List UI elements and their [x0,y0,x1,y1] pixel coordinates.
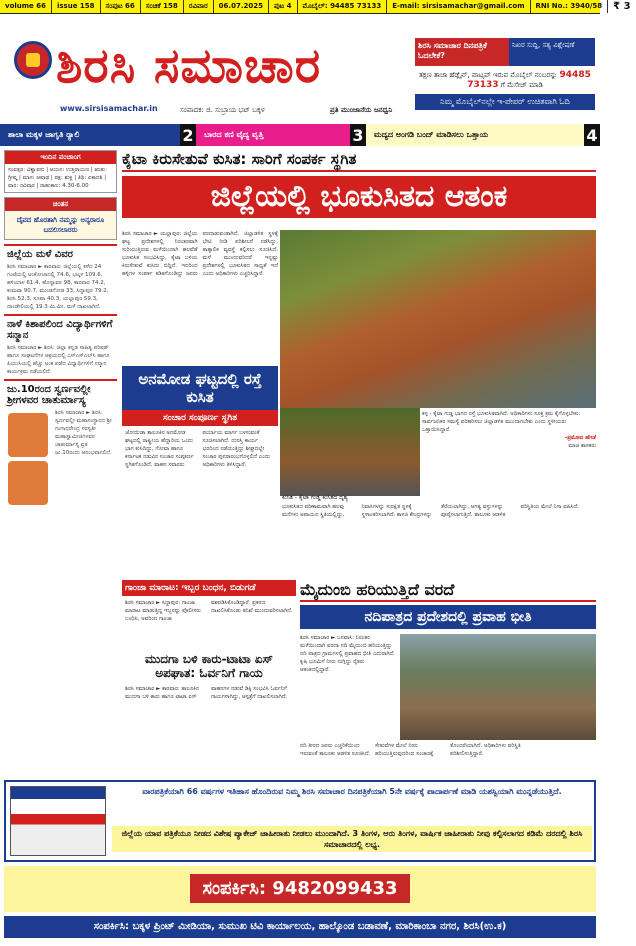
landslide-photo [280,230,596,408]
left-sidebar [4,150,117,846]
topic-page-number: 2 [180,124,196,146]
topic-label: ಬಾರದ ಕಣಿ ವೈದ್ಯ ವೃತ್ತಿ [204,130,264,139]
topic-page-3[interactable] [196,124,366,146]
topic-page-2[interactable] [0,124,196,146]
phone-label: ಮೊಬೈಲ್: 94485 73133 [298,0,388,13]
lead-headline-block [122,150,596,224]
promo-mid-text: ತಕ್ಷಣ ತಾಜಾ ಹೆಡ್ಲೈನ್, ವಾಟ್ಸಪ್ ಇರುವ ಮೊಬೈಲ್ ನಂಬರನ್ನು [419,71,558,79]
advertisement-box [4,780,596,862]
river-body-2: ನದಿ ತೀರದ ಜನರು ಎಚ್ಚರಿಕೆಯಿಂದ ಇರುವಂತೆ ತಾಲೂಕು ಆಡಳಿತ ಸೂಚಿಸಿದೆ. ಸೇತುವೆಗಳ ಮೇಲೆ ನೀರು ಹರಿಯುತ್ತಿರುವುದರಿಂದ ಸಂಚಾರಕ್ಕೆ ತೊಂದರೆಯಾಗಿದೆ. ಅಧಿಕಾರಿಗಳು ಪರಿಸ್ಥಿತಿ ಪರಿಶೀಲಿಸುತ್ತಿದ್ದಾರೆ. [300,743,521,757]
lead-article [122,230,278,362]
panchanga-box [4,150,117,193]
topic-bar [0,124,600,146]
rain-details-text: ಶಿರಸಿ ಸಮಾಚಾರ ► ಕಾರವಾರ: ಜಿಲ್ಲೆಯಲ್ಲಿ ಕಳೆದ 24 ಗಂಟೆಯಲ್ಲಿ ಅಂಕೋಲಾದಲ್ಲಿ 74.6, ಭಟ್ಕಳ 109.6, ಹಳಿಯಾಳ 61.4, ಹೊನ್ನಾವರ 98, ಕಾರವಾರ 74.2, ಕುಮಟಾ 90.7, ಮುಂಡಗೋಡ 33, ಸಿದ್ದಾಪುರ 79.2, ಶಿರಸಿ 52.3, ಸೂಪಾ 40.3, ಯಲ್ಲಾಪುರ 59.3, ದಾಂಡೇಲಿಯಲ್ಲಿ 19.3 ಮಿ.ಮೀ. ಮಳೆ ದಾಖಲಾಗಿದೆ. [7,264,109,310]
contact-phone[interactable]: ಸಂಪರ್ಕಿಸಿ: 9482099433 [190,874,409,903]
ad-offer: ಜಿಲ್ಲೆಯ ಯಾವ ಪತ್ರಿಕೆಯೂ ನೀಡದ ವಿಶೇಷ ಪ್ಯಾಕೇಜ್ ಜಾಹೀರಾತು ನೀಡಲು ಮುಂದಾಗಿದೆ. 3 ತಿಂಗಳ, ಆರು ತಿಂಗಳ, ವಾರ್ಷಿಕ ಜಾಹೀರಾತು ನೀವು ಕಲ್ಪಿಸಲಾಗದ ಕಡಿಮೆ ದರದಲ್ಲಿ ಶಿರಸಿ ಸಮಾಚಾರದಲ್ಲಿ ಲಭ್ಯ. [112,826,592,852]
river-story-head [300,580,596,629]
promo-reason: ನಿಖರ ಸುದ್ದಿ, ಸತ್ಯ ವಿಶ್ಲೇಷಣೆ [509,38,595,66]
pages-label: ಪುಟ 4 [269,0,298,13]
email-label: E-mail: sirsisamachar@gmail.com [387,0,530,13]
anamod-subheadline: ಸಂಚಾರ ಸಂಪೂರ್ಣ ಸ್ಥಗಿತ [122,410,278,426]
accident-story [122,650,296,704]
promo-whatsapp-text [415,66,595,94]
quote-role: ಮಾಜಿ ಶಾಸಕರು [568,443,596,449]
topic-page-4[interactable] [366,124,600,146]
river-photo [400,634,596,740]
thought-text: ದೈವದ ಹೊರತಾಗಿ ನಮ್ಮನ್ನು ಅನ್ಯರಾರೂ ಬದಲಿಸಲಾರರು [5,211,116,239]
promo-epaper: ನಿಮ್ಮ ಮೊಬೈಲ್‌ನಲ್ಲೇ ಇ-ಪೇಪರ್ ಉಚಿತವಾಗಿ ಓದಿ [415,94,595,110]
accident-headline: ಮುದಗಾ ಬಳಿ ಕಾರು-ಟಾಟಾ ಏಸ್ ಅಪಘಾತ: ಓರ್ವನಿಗೆ ಗಾಯ [145,652,273,680]
topic-label: ಮದ್ಯದ ಅಂಗಡಿ ಬಂದ್ ಮಾಡಿಸಲು ಒತ್ತಾಯ [374,130,489,139]
river-body: ಶಿರಸಿ ಸಮಾಚಾರ ► ಬನವಾಸಿ: ನಿರಂತರ ಮಳೆಯಿಂದಾಗಿ ವರದಾ ನದಿ ಮೈದುಂಬಿ ಹರಿಯುತ್ತಿದ್ದು ನದಿ ಪಾತ್ರದ ಗ್ರಾಮಗಳಲ್ಲಿ ಪ್ರವಾಹದ ಭೀತಿ ಎದುರಾಗಿದೆ. ಕೃಷಿ ಭೂಮಿಗೆ ನೀರು ನುಗ್ಗಿದ್ದು ರೈತರು ಆತಂಕದಲ್ಲಿದ್ದಾರೆ. [300,635,396,673]
quote-text: ಕಳ್ಳ - ಕೈಟಾ ಗುಡ್ಡ ಭಾಗದ ರಸ್ತೆ ಭೂಕುಸಿತವಾಗಿದೆ. ಅಧಿಕಾರಿಗಳು ಸೂಕ್ತ ಕ್ರಮ ಕೈಗೊಳ್ಳಬೇಕು. ಸಾರ್ವಜನಿಕರ ಸಮಸ್ಯೆ ಪರಿಹರಿಸಲು ಜಿಲ್ಲಾಡಳಿತ ಮುಂದಾಗಬೇಕು ಎಂದು ಸ್ಥಳೀಯರು ಒತ್ತಾಯಿಸಿದ್ದಾರೆ. [422,411,581,433]
price-label: ₹ 3 [613,1,631,12]
panchanga-heading: ಇಂದಿನ ಪಂಚಾಂಗ [5,151,116,164]
newspaper-title: ಶಿರಸಿ ಸಮಾಚಾರ [56,38,322,94]
promo-box [415,38,595,110]
thought-box [4,197,117,240]
anamod-headline: ಅನಮೋಡ ಘಟ್ಟದಲ್ಲಿ ರಸ್ತೆ ಕುಸಿತ [122,366,278,410]
contact-box [4,866,596,912]
scholar-text: ಶಿರಸಿ ಸಮಾಚಾರ ► ಶಿರಸಿ: ಜಿಲ್ಲಾ ಕನ್ನಡ ಸಾಹಿತ್ಯ ಪರಿಷತ್ ಹಾಗೂ ಸಂಘಟನೆಗಳ ಆಶ್ರಯದಲ್ಲಿ ಎಸ್ಎಸ್ಎಲ್‌ಸಿ ಹಾಗೂ ಪಿಯುಸಿಯಲ್ಲಿ ಹೆಚ್ಚು ಅಂಕ ಪಡೆದ ವಿದ್ಯಾರ್ಥಿಗಳಿಗೆ ಸನ್ಮಾನ ಕಾರ್ಯಕ್ರಮ ನಡೆಯಲಿದೆ. [7,345,110,375]
tagline: ಪ್ರತಿ ಮುಂಜಾನೆಯ ಜನಧ್ವನಿ [330,106,393,114]
promo-question: ಶಿರಸಿ ಸಮಾಚಾರ ದಿನಪತ್ರಿಕೆ ಓದಲೇಕೆ? [415,38,509,66]
scholar-heading: ನಾಳೆ ಕಿಶಾಪಲಿಂದ ವಿದ್ಯಾರ್ಥಿಗಳಿಗೆ ಸನ್ಮಾನ [4,314,117,344]
lead-continuation: ಭೂಕುಸಿತದ ಪರಿಣಾಮವಾಗಿ ಹಲವು ಮನೆಗಳು ಅಪಾಯದ ಸ್ಥಿತಿಯಲ್ಲಿದ್ದು, ನಿವಾಸಿಗಳನ್ನು ಸುರಕ್ಷಿತ ಸ್ಥಳಕ್ಕೆ ಸ್ಥಳಾಂತರಿಸಲಾಗಿದೆ. ಕಾಳಜಿ ಕೇಂದ್ರಗಳನ್ನು ತೆರೆಯಲಾಗಿದ್ದು, ಅಗತ್ಯ ವಸ್ತುಗಳನ್ನು ಪೂರೈಸಲಾಗುತ್ತಿದೆ. ತಾಲೂಕು ಆಡಳಿತ ಪರಿಸ್ಥಿತಿಯ ಮೇಲೆ ನಿಗಾ ವಹಿಸಿದೆ. [282,504,580,518]
river-kicker: ಮೈದುಂಬಿ ಹರಿಯುತ್ತಿದೆ ವರದೆ [300,580,596,602]
panchanga-body: ಸಂವತ್ಸರ: ವಿಶ್ವಾವಸು | ಆಯನ: ಉತ್ತರಾಯಣ | ಋತು: ಗ್ರೀಷ್ಮ | ಮಾಸ: ಆಷಾಢ | ಪಕ್ಷ: ಶುಕ್ಲ | ತಿಥಿ: ಏಕಾದಶಿ | ವಾರ: ರವಿವಾರ | ರಾಹುಕಾಲ: 4.30-6.00 [8,167,107,189]
ganja-story [122,580,296,626]
topic-page-number: 3 [350,124,366,146]
lead-headline: ಜಿಲ್ಲೆಯಲ್ಲಿ ಭೂಕುಸಿತದ ಆತಂಕ [122,176,596,218]
editor-credit: ಸಂಪಾದಕ: ಜಿ. ಸುಬ್ರಾಯ ಭಟ್ ಬಕ್ಕಳ [180,106,265,114]
chaturmasya-heading: ಜು.10ರಂದ ಸ್ವರ್ಣವಲ್ಲೀ ಶ್ರೀಗಳವರ ಚಾತುರ್ಮಾಸ್ಯ [4,379,117,409]
kannada-volume: ಸಂಪುಟ 66 [101,0,141,13]
footer-address: ಸಂಪರ್ಕಿಸಿ: ಬಕ್ಕಳ ಪ್ರಿಂಟ್ ಮೀಡಿಯಾ, ಸುಮುಖ ಟಿವಿ ಕಾರ್ಯಾಲಯ, ಹಾಲ್ಕೊಂಡ ಬಡಾವಣೆ, ಮಾರಿಕಾಂಬಾ ನಗರ, ಶಿರಸಿ(ಉ.ಕ) [4,916,596,938]
day-label: ರವಿವಾರ [184,0,214,13]
rain-details-heading: ಜಿಲ್ಲೆಯ ಮಳೆ ವಿವರ [4,244,117,263]
swamiji-photo-2 [8,461,48,505]
topic-page-number: 4 [584,124,600,146]
rni-label: RNI No.: 3940/58 [531,0,609,13]
kannada-issue: ಸಂಚಿಕೆ 158 [141,0,184,13]
ganja-headline: ಗಾಂಜಾ ಮಾರಾಟ: ಇಬ್ಬರ ಬಂಧನ, ಬಿಡುಗಡೆ [122,580,296,596]
collapsed-road-photo [280,408,420,496]
river-headline: ನದಿಪಾತ್ರದ ಪ್ರದೇಶದಲ್ಲಿ ಪ್ರವಾಹ ಭೀತಿ [300,605,596,629]
newspaper-thumbnail [10,786,106,856]
chaturmasya-text: ಶಿರಸಿ ಸಮಾಚಾರ ► ಶಿರಸಿ: ಸ್ವರ್ಣವಲ್ಲೀ ಮಹಾಸಂಸ್ಥಾನದ ಶ್ರೀ ಗಂಗಾಧರೇಂದ್ರ ಸರಸ್ವತೀ ಮಹಾಸ್ವಾಮೀಜಿಗಳವರ ಚಾತುರ್ಮಾಸ್ಯ ವ್ರತ ಜು.10ರಂದು ಆರಂಭವಾಗಲಿದೆ. [55,410,112,456]
anamod-story [122,366,278,472]
lead-body: ಶಿರಸಿ ಸಮಾಚಾರ ► ಯಲ್ಲಾಪುರ: ಜಿಲ್ಲೆಯ ಘಟ್ಟ ಪ್ರದೇಶಗಳಲ್ಲಿ ನಿರಂತರವಾಗಿ ಸುರಿಯುತ್ತಿರುವ ಮಳೆಯಿಂದಾಗಿ ಹಲವೆಡೆ ಭೂಕುಸಿತ ಸಂಭವಿಸಿದ್ದು, ಕೈಟಾ ಬಳಿಯ ಕಿರುಸೇತುವೆ ಕುಸಿದು ಬಿದ್ದಿದೆ. ಇದರಿಂದ ಹಳ್ಳಿಗಳ ಸಂಪರ್ಕ ಕಡಿತಗೊಂಡಿದ್ದು ಜನರು ಪರದಾಡುವಂತಾಗಿದೆ. ಜಿಲ್ಲಾಡಳಿತ ಸ್ಥಳಕ್ಕೆ ಭೇಟಿ ನೀಡಿ ಪರಿಶೀಲನೆ ನಡೆಸಿದ್ದು, ತಾತ್ಕಾಲಿಕ ವ್ಯವಸ್ಥೆ ಕಲ್ಪಿಸಲು ಸೂಚಿಸಿದೆ. ಮಳೆ ಮುಂದುವರಿದರೆ ಇನ್ನಷ್ಟು ಪ್ರದೇಶಗಳಲ್ಲಿ ಭೂಕುಸಿತದ ಸಾಧ್ಯತೆ ಇದೆ ಎಂದು ಅಧಿಕಾರಿಗಳು ಎಚ್ಚರಿಸಿದ್ದಾರೆ. [122,231,278,277]
quote-story [422,410,596,450]
anamod-body: ಜೋಯಿಡಾ ತಾಲೂಕಿನ ಅನಮೋಡ ಘಟ್ಟದಲ್ಲಿ ರಾಷ್ಟ್ರೀಯ ಹೆದ್ದಾರಿಯ ಒಂದು ಭಾಗ ಕುಸಿದಿದ್ದು, ಗೋವಾ ಹಾಗೂ ಕರ್ನಾಟಕ ನಡುವಿನ ಸಂಚಾರ ಸಂಪೂರ್ಣ ಸ್ಥಗಿತಗೊಂಡಿದೆ. ವಾಹನ ಸವಾರರು ಪರ್ಯಾಯ ಮಾರ್ಗ ಬಳಸುವಂತೆ ಸೂಚಿಸಲಾಗಿದೆ. ದುರಸ್ತಿ ಕಾರ್ಯ ಭರದಿಂದ ನಡೆಯುತ್ತಿದ್ದು ಶೀಘ್ರದಲ್ಲೇ ಸಂಚಾರ ಪುನರಾರಂಭಗೊಳ್ಳಲಿದೆ ಎಂದು ಅಧಿಕಾರಿಗಳು ತಿಳಿಸಿದ್ದಾರೆ. [125,430,271,468]
promo-phone: 94485 73133 [467,70,591,90]
promo-mid-tail: ಗೆ ಮೆಸೇಜ್ ಮಾಡಿ [500,81,543,89]
topic-label: ಶಾಲಾ ಮಕ್ಕಳ ಜಾಗೃತಿ ರ‍್ಯಾಲಿ [8,130,80,139]
lead-kicker: ಕೈಟಾ ಕಿರುಸೇತುವೆ ಕುಸಿತ: ಸಾರಿಗೆ ಸಂಪರ್ಕ ಸ್ಥಗಿತ [122,150,596,172]
ad-announcement: ವಾರಪತ್ರಿಕೆಯಾಗಿ 66 ವರ್ಷಗಳ ಇತಿಹಾಸ ಹೊಂದಿರುವ ನಿಮ್ಮ ಶಿರಸಿ ಸಮಾಚಾರ ದಿನಪತ್ರಿಕೆಯಾಗಿ 5ನೇ ವರ್ಷಕ್ಕೆ ಪಾದಾರ್ಪಣೆ ಮಾಡಿ ಯಶಸ್ವಿಯಾಗಿ ಮುನ್ನಡೆಯುತ್ತಿದೆ. [142,787,562,796]
quote-author: -ಪ್ರಮೋದ ಹೆಗಡೆ [564,435,596,441]
ganja-body: ಶಿರಸಿ ಸಮಾಚಾರ ► ಸಿದ್ದಾಪುರ: ಗಾಂಜಾ ಮಾರಾಟ ಮಾಡುತ್ತಿದ್ದ ಇಬ್ಬರನ್ನು ಪೊಲೀಸರು ಬಂಧಿಸಿ, ಅವರಿಂದ ಗಾಂಜಾ ವಶಪಡಿಸಿಕೊಂಡಿದ್ದಾರೆ. ಪ್ರಕರಣ ದಾಖಲಿಸಿಕೊಂಡು ತನಿಖೆ ಮುಂದುವರಿಸಲಾಗಿದೆ. [125,600,293,622]
thought-heading: ಚಿಂತನ [5,198,116,211]
masthead [0,14,600,120]
swamiji-photo [8,413,48,457]
website-link[interactable]: www.sirsisamachar.in [60,104,158,113]
photo-caption: ಕುಸಿತ - ಕೈಟಾ ಗುಡ್ಡ ಕುಸಿತದ ದೃಶ್ಯ [282,494,348,501]
date-label: 06.07.2025 [214,0,269,13]
newspaper-logo-icon [14,41,52,79]
volume-label: volume 66 [0,0,52,13]
accident-body: ಶಿರಸಿ ಸಮಾಚಾರ ► ಕಾರವಾರ: ತಾಲೂಕಿನ ಮುದಗಾ ಬಳಿ ಕಾರು ಹಾಗೂ ಟಾಟಾ ಏಸ್ ವಾಹನಗಳ ನಡುವೆ ಡಿಕ್ಕಿ ಸಂಭವಿಸಿ ಓರ್ವನಿಗೆ ಗಾಯಗಳಾಗಿದ್ದು, ಆಸ್ಪತ್ರೆಗೆ ದಾಖಲಿಸಲಾಗಿದೆ. [125,686,288,700]
issue-label: issue 158 [52,0,101,13]
top-info-strip [0,0,631,14]
